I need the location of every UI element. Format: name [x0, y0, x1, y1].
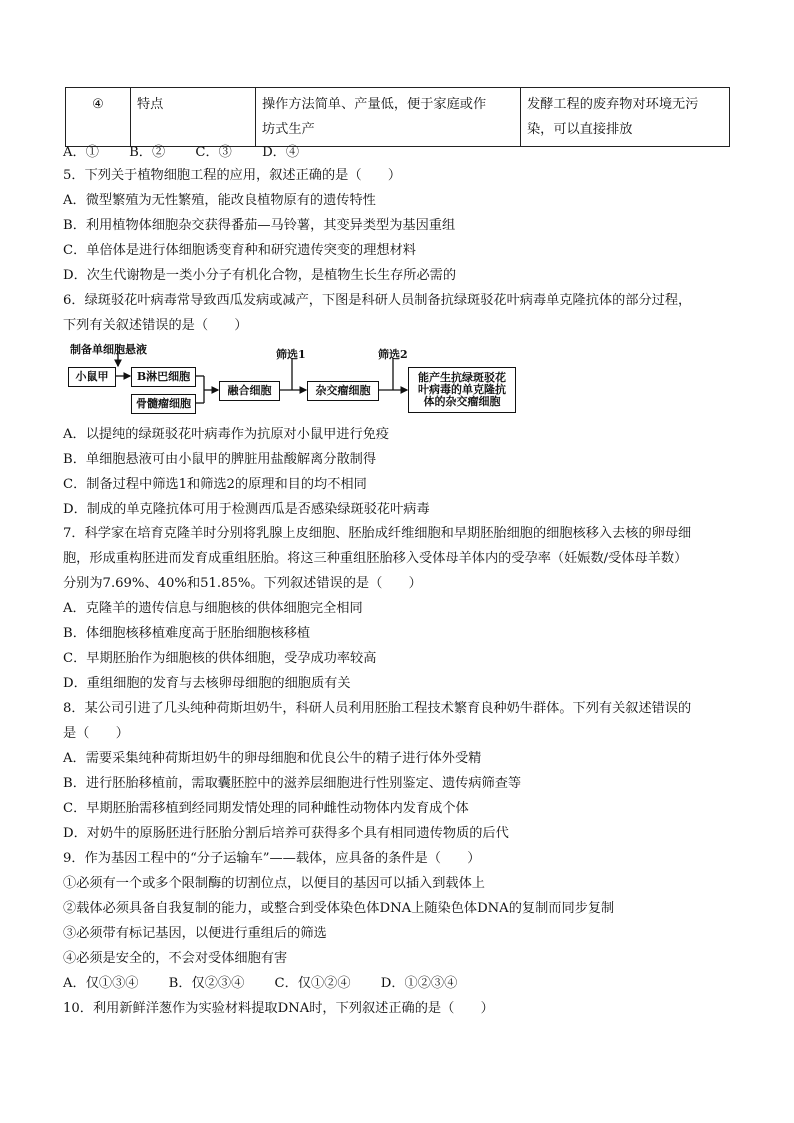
q6-stem-line2: 下列有关叙述错误的是（ ）	[63, 318, 248, 333]
q9-statement-2: ②载体必须具备自我复制的能力，或整合到受体染色体DNA上随染色体DNA的复制而同步复制	[63, 901, 615, 916]
row-col4-line2: 染，可以直接排放	[527, 122, 633, 137]
q4-option-a: A．①	[63, 145, 99, 160]
q8-option-d: D．对奶牛的原肠胚进行胚胎分割后培养可获得多个具有相同遗传物质的后代	[63, 826, 509, 841]
label-screen-1: 筛选1	[276, 348, 306, 361]
q7-stem-line2: 胞，形成重构胚进而发育成重组胚胎。将这三种重组胚胎移入受体母羊体内的受孕率（妊娠数/受体母羊数）	[63, 551, 688, 566]
q6-option-b: B．单细胞悬液可由小鼠甲的脾脏用盐酸解离分散制得	[63, 452, 377, 467]
q9-statement-1: ①必须有一个或多个限制酶的切割位点，以便目的基因可以插入到载体上	[63, 876, 485, 891]
q6-option-a: A．以提纯的绿斑驳花叶病毒作为抗原对小鼠甲进行免疫	[63, 427, 390, 442]
q6-stem-line1: 6．绿斑驳花叶病毒常导致西瓜发病或减产，下图是科研人员制备抗绿斑驳花叶病毒单克隆抗体的部分过程，	[63, 293, 692, 308]
q7-option-d: D．重组细胞的发育与去核卵母细胞的细胞质有关	[63, 676, 351, 691]
q9-statement-3: ③必须带有标记基因，以便进行重组后的筛选	[63, 926, 327, 941]
q5-stem: 5．下列关于植物细胞工程的应用，叙述正确的是（ ）	[63, 168, 402, 183]
q5-option-a: A．微型繁殖为无性繁殖，能改良植物原有的遗传特性	[63, 193, 376, 208]
q9-option-b: B．仅②③④	[168, 976, 245, 991]
q6-option-d: D．制成的单克隆抗体可用于检测西瓜是否感染绿斑驳花叶病毒	[63, 502, 430, 517]
box-mouse: 小鼠甲	[68, 367, 116, 387]
box-final-hybridoma	[408, 367, 516, 413]
box-b-cell: B淋巴细胞	[131, 367, 196, 387]
row-col3-line1: 操作方法简单、产量低，便于家庭或作	[262, 97, 487, 112]
label-single-cell-suspension: 制备单细胞悬液	[70, 343, 147, 356]
row-item: 特点	[131, 88, 256, 147]
q5-option-d: D．次生代谢物是一类小分子有机化合物，是植物生长生存所必需的	[63, 268, 457, 283]
q4-option-c: C．③	[195, 145, 232, 160]
q8-stem-line1: 8．某公司引进了几头纯种荷斯坦奶牛，科研人员利用胚胎工程技术繁育良种奶牛群体。下列有关叙述错误的	[63, 701, 692, 716]
q9-option-d: D．①②③④	[380, 976, 458, 991]
final-line1: 能产生抗绿斑驳花	[418, 371, 506, 384]
q8-option-a: A．需要采集纯种荷斯坦奶牛的卵母细胞和优良公牛的精子进行体外受精	[63, 751, 482, 766]
q4-option-d: D．④	[262, 145, 300, 160]
q8-stem-line2: 是（ ）	[63, 726, 129, 741]
box-fused-cell: 融合细胞	[219, 381, 280, 401]
q4-option-b: B．②	[129, 145, 166, 160]
comparison-table	[65, 87, 730, 147]
antibody-flow-diagram	[68, 344, 528, 416]
row-col3-line2: 坊式生产	[262, 122, 315, 137]
box-myeloma: 骨髓瘤细胞	[131, 394, 196, 414]
q7-stem-line1: 7．科学家在培育克隆羊时分别将乳腺上皮细胞、胚胎成纤维细胞和早期胚胎细胞的细胞核移入去核的卵母细	[63, 526, 692, 541]
q9-stem: 9．作为基因工程中的“分子运输车”——载体，应具备的条件是（ ）	[63, 851, 481, 866]
q5-option-b: B．利用植物体细胞杂交获得番茄—马铃薯，其变异类型为基因重组	[63, 218, 456, 233]
q6-option-c: C．制备过程中筛选1和筛选2的原理和目的均不相同	[63, 477, 367, 492]
q8-option-b: B．进行胚胎移植前，需取囊胚腔中的滋养层细胞进行性别鉴定、遗传病筛查等	[63, 776, 522, 791]
q7-option-a: A．克隆羊的遗传信息与细胞核的供体细胞完全相同	[63, 601, 363, 616]
box-hybridoma: 杂交瘤细胞	[307, 381, 379, 401]
q7-option-b: B．体细胞核移植难度高于胚胎细胞核移植	[63, 626, 311, 641]
final-line2: 叶病毒的单克隆抗	[418, 383, 506, 396]
row-col4	[521, 88, 730, 147]
row-col4-line1: 发酵工程的废弃物对环境无污	[527, 97, 699, 112]
q7-stem-line3: 分别为7.69%、40%和51.85%。下列叙述错误的是（ ）	[63, 576, 422, 591]
table-row	[66, 88, 730, 147]
final-line3: 体的杂交瘤细胞	[423, 395, 501, 408]
q4-options	[63, 143, 325, 163]
row-col3	[256, 88, 521, 147]
q9-statement-4: ④必须是安全的，不会对受体细胞有害	[63, 951, 288, 966]
q10-stem: 10．利用新鲜洋葱作为实验材料提取DNA时，下列叙述正确的是（ ）	[63, 1001, 494, 1016]
q5-option-c: C．单倍体是进行体细胞诱变育种和研究遗传突变的理想材料	[63, 243, 416, 258]
row-number: ④	[66, 88, 131, 147]
q7-option-c: C．早期胚胎作为细胞核的供体细胞，受孕成功率较高	[63, 651, 377, 666]
q9-options	[63, 974, 483, 994]
q9-option-c: C．仅①②④	[274, 976, 351, 991]
label-screen-2: 筛选2	[378, 348, 408, 361]
q9-option-a: A．仅①③④	[63, 976, 139, 991]
q8-option-c: C．早期胚胎需移植到经同期发情处理的同种雌性动物体内发育成个体	[63, 801, 469, 816]
